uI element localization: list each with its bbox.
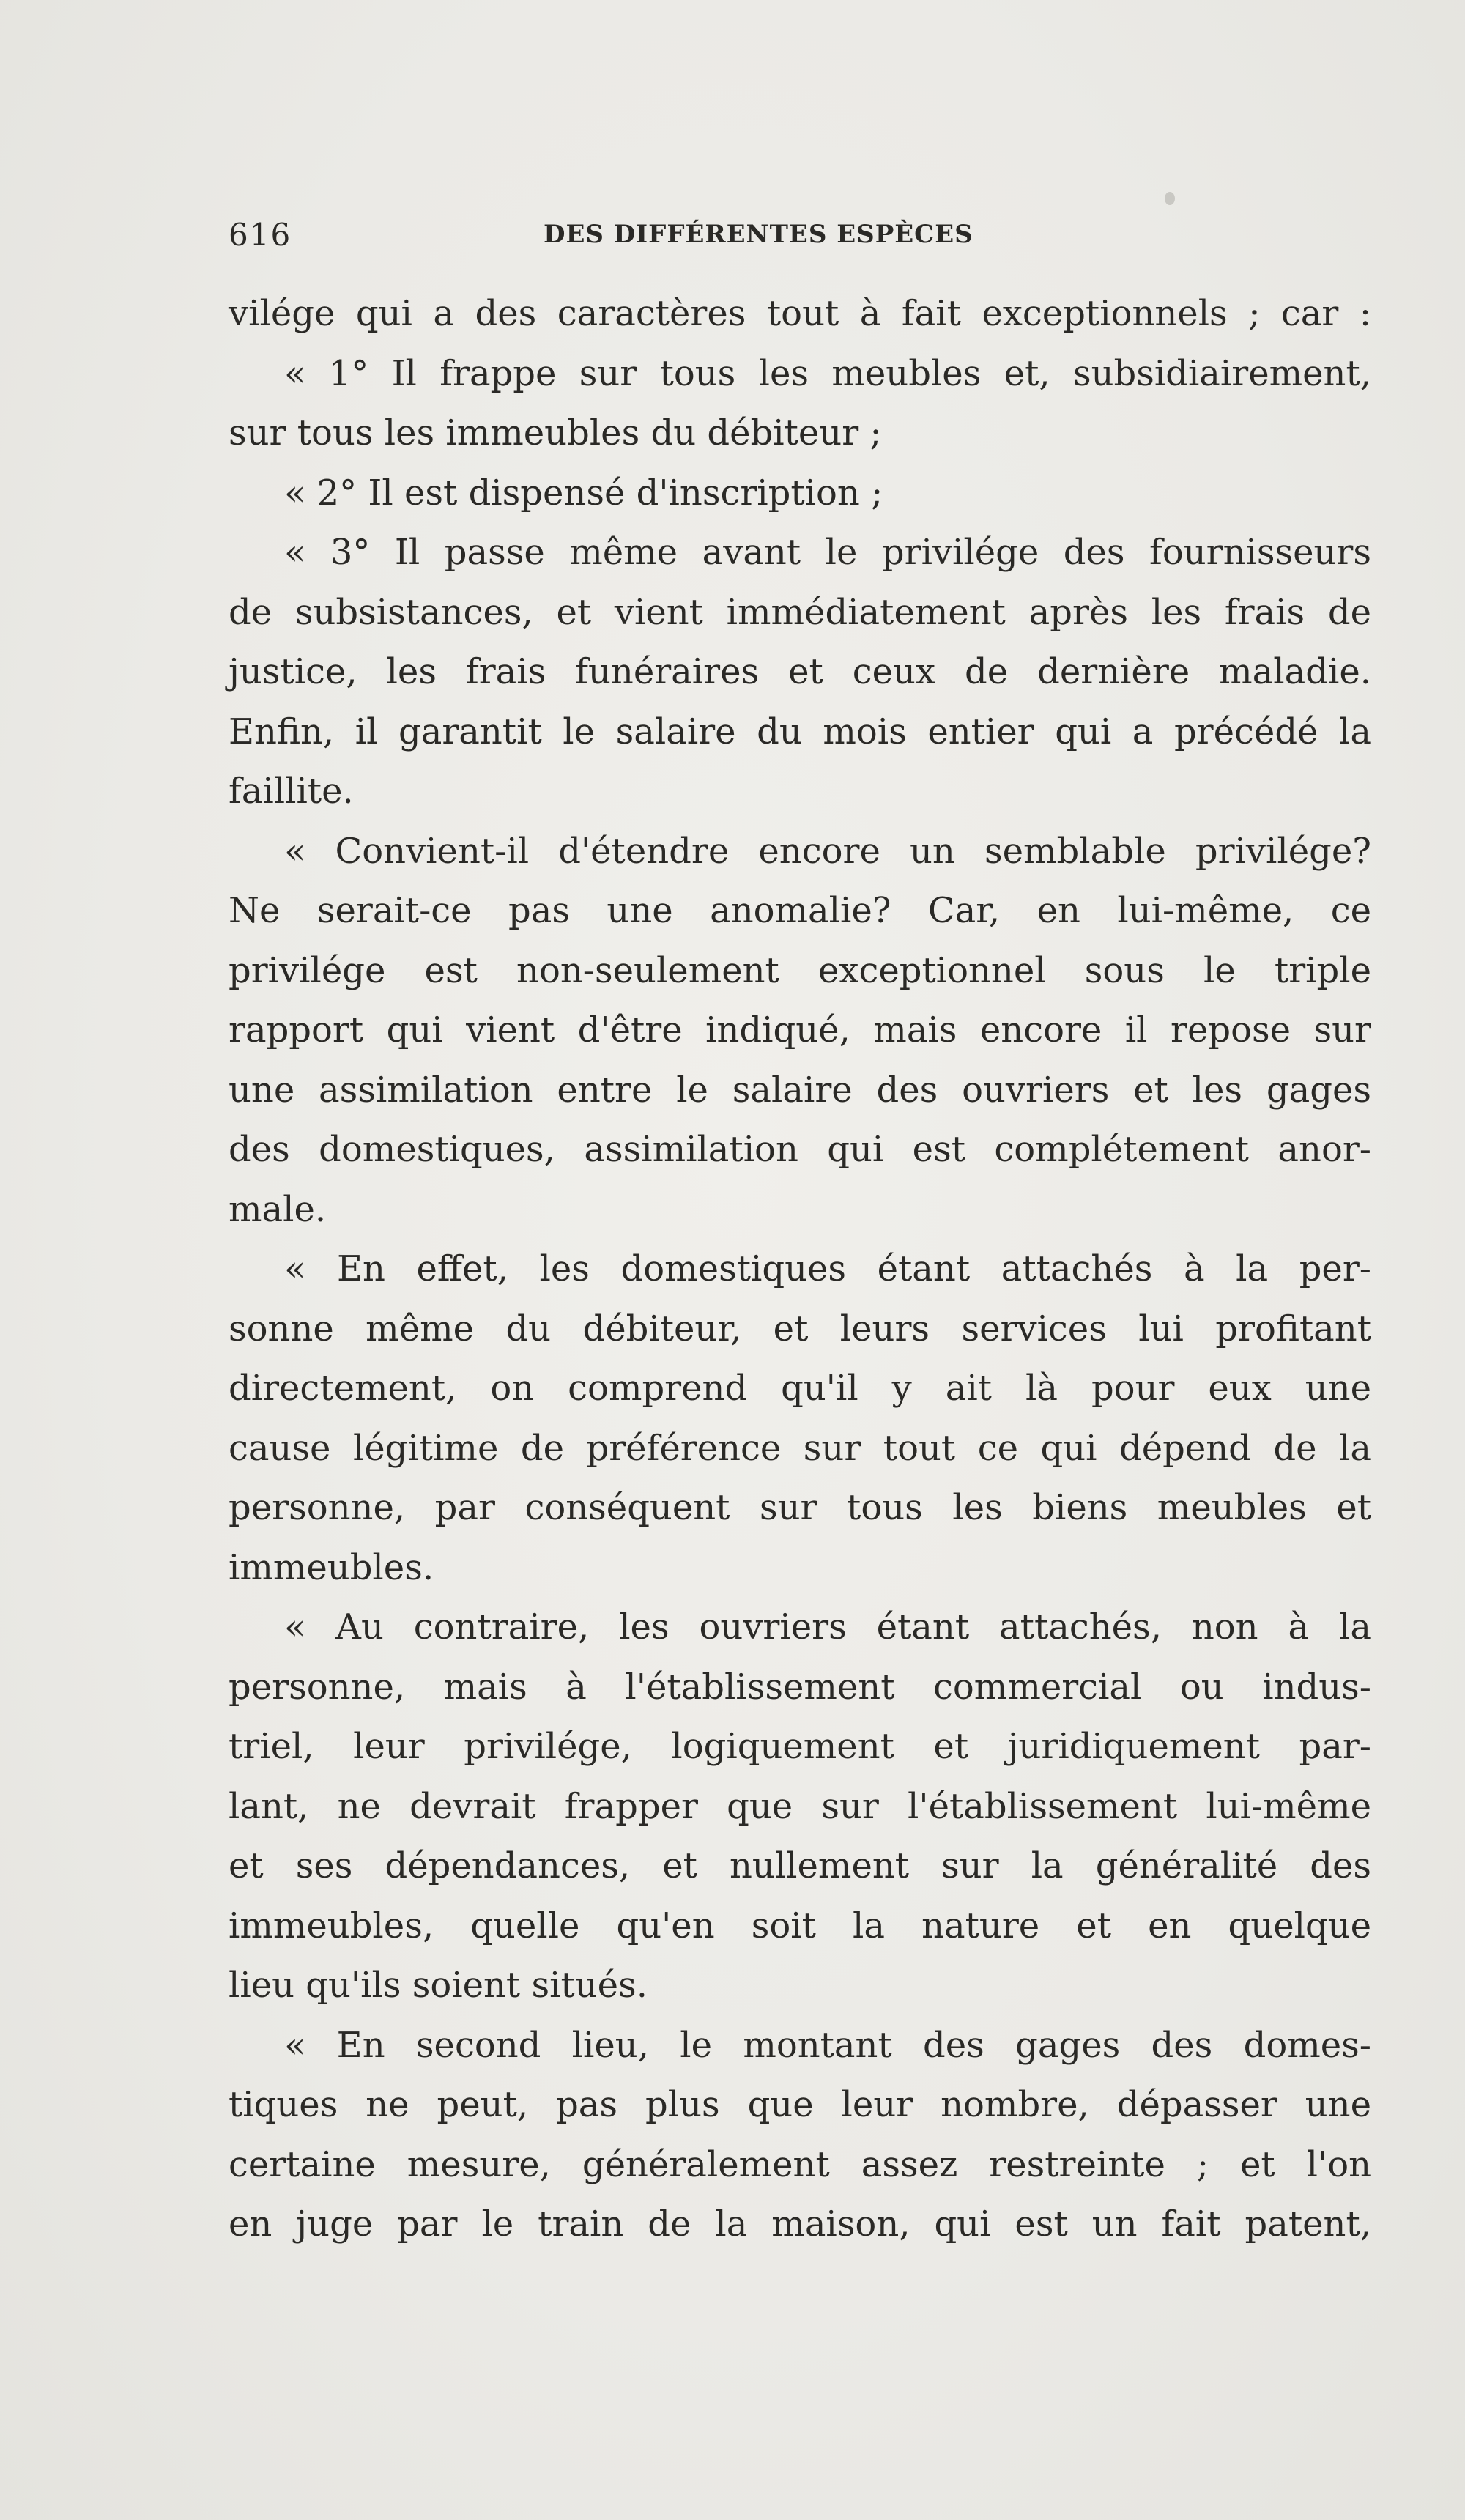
- text-line: privilége est non-seulement exceptionnel sous le triple: [229, 949, 1371, 991]
- text-line: en juge par le train de la maison, qui est un fait patent,: [229, 2204, 1371, 2245]
- text-line: lant, ne devrait frapper que sur l'établissement lui-même: [229, 1785, 1371, 1827]
- text-line: vilége qui a des caractères tout à fait exceptionnels ; car :: [229, 293, 1371, 334]
- text-line: une assimilation entre le salaire des ouvriers et les gages: [229, 1069, 1371, 1111]
- text-line: lieu qu'ils soient situés.: [229, 1965, 648, 2006]
- paper-speck: [1165, 192, 1175, 205]
- text-line: « 1° Il frappe sur tous les meubles et, subsidiairement,: [284, 352, 1371, 394]
- text-line: Enfin, il garantit le salaire du mois entier qui a précédé la: [229, 711, 1371, 752]
- text-line: personne, mais à l'établissement commercial ou indus-: [229, 1666, 1371, 1708]
- text-line: « En second lieu, le montant des gages des domes-: [284, 2024, 1371, 2066]
- text-line: tiques ne peut, pas plus que leur nombre, dépasser une: [229, 2084, 1371, 2125]
- running-head: DES DIFFÉRENTES ESPÈCES: [544, 220, 973, 249]
- text-line: cause légitime de préférence sur tout ce qui dépend de la: [229, 1427, 1371, 1469]
- text-line: directement, on comprend qu'il y ait là pour eux une: [229, 1368, 1371, 1409]
- text-line: immeubles, quelle qu'en soit la nature et en quelque: [229, 1905, 1371, 1946]
- text-line: immeubles.: [229, 1546, 434, 1588]
- text-line: certaine mesure, généralement assez restreinte ; et l'on: [229, 2143, 1371, 2185]
- text-line: « 2° Il est dispensé d'inscription ;: [284, 472, 883, 514]
- text-line: justice, les frais funéraires et ceux de dernière maladie.: [229, 651, 1371, 692]
- text-line: et ses dépendances, et nullement sur la généralité des: [229, 1845, 1371, 1886]
- page-number: 616: [229, 217, 292, 253]
- text-line: « 3° Il passe même avant le privilége des fournisseurs: [284, 532, 1371, 573]
- text-line: « En effet, les domestiques étant attachés à la per-: [284, 1248, 1371, 1289]
- body-text: [229, 284, 1371, 2255]
- text-line: sur tous les immeubles du débiteur ;: [229, 412, 882, 453]
- text-line: faillite.: [229, 771, 354, 812]
- text-line: Ne serait-ce pas une anomalie? Car, en lui-même, ce: [229, 890, 1371, 931]
- text-line: personne, par conséquent sur tous les biens meubles et: [229, 1487, 1371, 1528]
- text-line: triel, leur privilége, logiquement et juridiquement par-: [229, 1726, 1371, 1767]
- page-header: [229, 217, 1027, 261]
- text-line: rapport qui vient d'être indiqué, mais encore il repose sur: [229, 1009, 1371, 1050]
- text-line: sonne même du débiteur, et leurs services lui profitant: [229, 1308, 1371, 1349]
- text-line: male.: [229, 1188, 327, 1230]
- text-line: « Convient-il d'étendre encore un semblable privilége?: [284, 830, 1371, 872]
- text-line: « Au contraire, les ouvriers étant attachés, non à la: [284, 1606, 1371, 1648]
- text-line: de subsistances, et vient immédiatement après les frais de: [229, 591, 1371, 633]
- text-line: des domestiques, assimilation qui est complétement anor-: [229, 1129, 1371, 1170]
